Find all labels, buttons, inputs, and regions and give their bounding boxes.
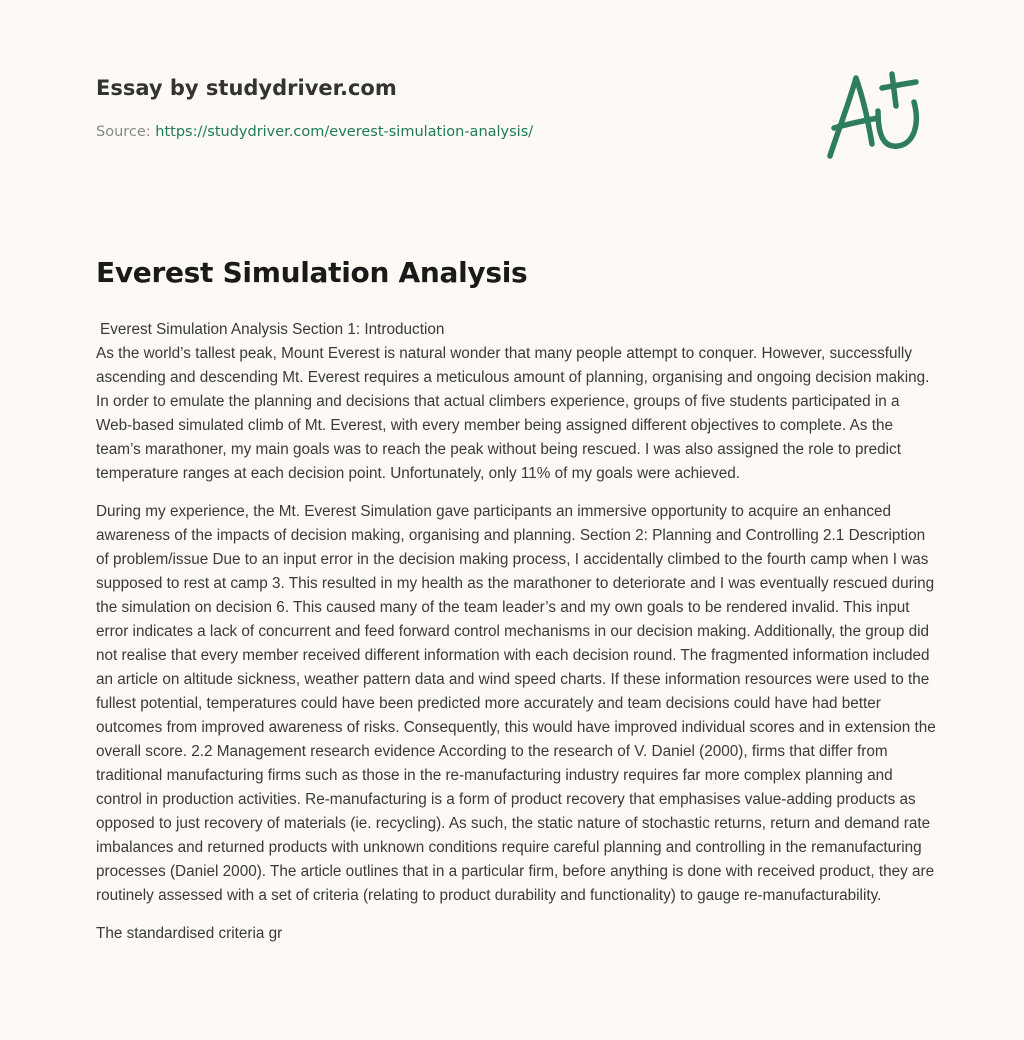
essay-paragraph: During my experience, the Mt. Everest Simulation gave participants an immersive opportunity to acquire an enhanced awareness of the impacts of decision making, organising and planning. Section 2: Planning and Controlling 2.1 Description of problem/issue Due to an input error in the decision making process, I accidentally climbed to the fourth camp when I was supposed to rest at camp 3. This resulted in my health as the marathoner to deteriorate and I was eventually rescued during the simulation on decision 6. This caused many of the team leader’s and my own goals to be rendered invalid. This input error indicates a lack of concurrent and feed forward control mechanisms in our decision making. Additionally, the group did not realise that every member received different information with each decision round. The fragmented information included an article on altitude sickness, weather pattern data and wind speed charts. If these information resources were used to the fullest potential, temperatures could have been predicted more accurately and team decisions could have had better outcomes from improved awareness of risks. Consequently, this would have improved individual scores and in extension the overall score. 2.2 Management research evidence According to the research of V. Daniel (2000), firms that differ from traditional manufacturing firms such as those in the re-manufacturing industry requires far more complex planning and control in production activities. Re-manufacturing is a form of product recovery that emphasises value-adding products as opposed to just recovery of materials (ie. recycling). As such, the static nature of stochastic returns, return and demand rate imbalances and returned products with unknown conditions require careful planning and controlling in the remanufacturing processes (Daniel 2000). The article outlines that in a particular firm, before anything is done with received product, they are routinely assessed with a set of criteria (relating to product durability and functionality) to gauge re-manufacturability.	[96, 503, 936, 904]
essay-subtitle: Everest Simulation Analysis Section 1: Introduction	[100, 321, 445, 338]
source-line	[96, 124, 533, 140]
essay-paragraph: The standardised criteria gr	[96, 925, 283, 942]
essay-title: Everest Simulation Analysis	[96, 256, 528, 289]
essay-body	[96, 318, 936, 960]
site-header	[96, 76, 534, 140]
source-link[interactable]: https://studydriver.com/everest-simulation-analysis/	[155, 124, 534, 140]
essay-paragraph: As the world’s tallest peak, Mount Everest is natural wonder that many people attempt to conquer. However, successfully ascending and descending Mt. Everest requires a meticulous amount of planning, organising and ongoing decision making. In order to emulate the planning and decisions that actual climbers experience, groups of five students participated in a Web-based simulated climb of Mt. Everest, with every member being assigned different objectives to complete. As the team’s marathoner, my main goals was to reach the peak without being rescued. I was also assigned the role to predict temperature ranges at each decision point. Unfortunately, only 11% of my goals were achieved.	[96, 345, 930, 482]
brand-title: Essay by studydriver.com	[96, 76, 397, 100]
source-label: Source:	[96, 124, 156, 140]
a-plus-grade-icon	[820, 66, 930, 166]
